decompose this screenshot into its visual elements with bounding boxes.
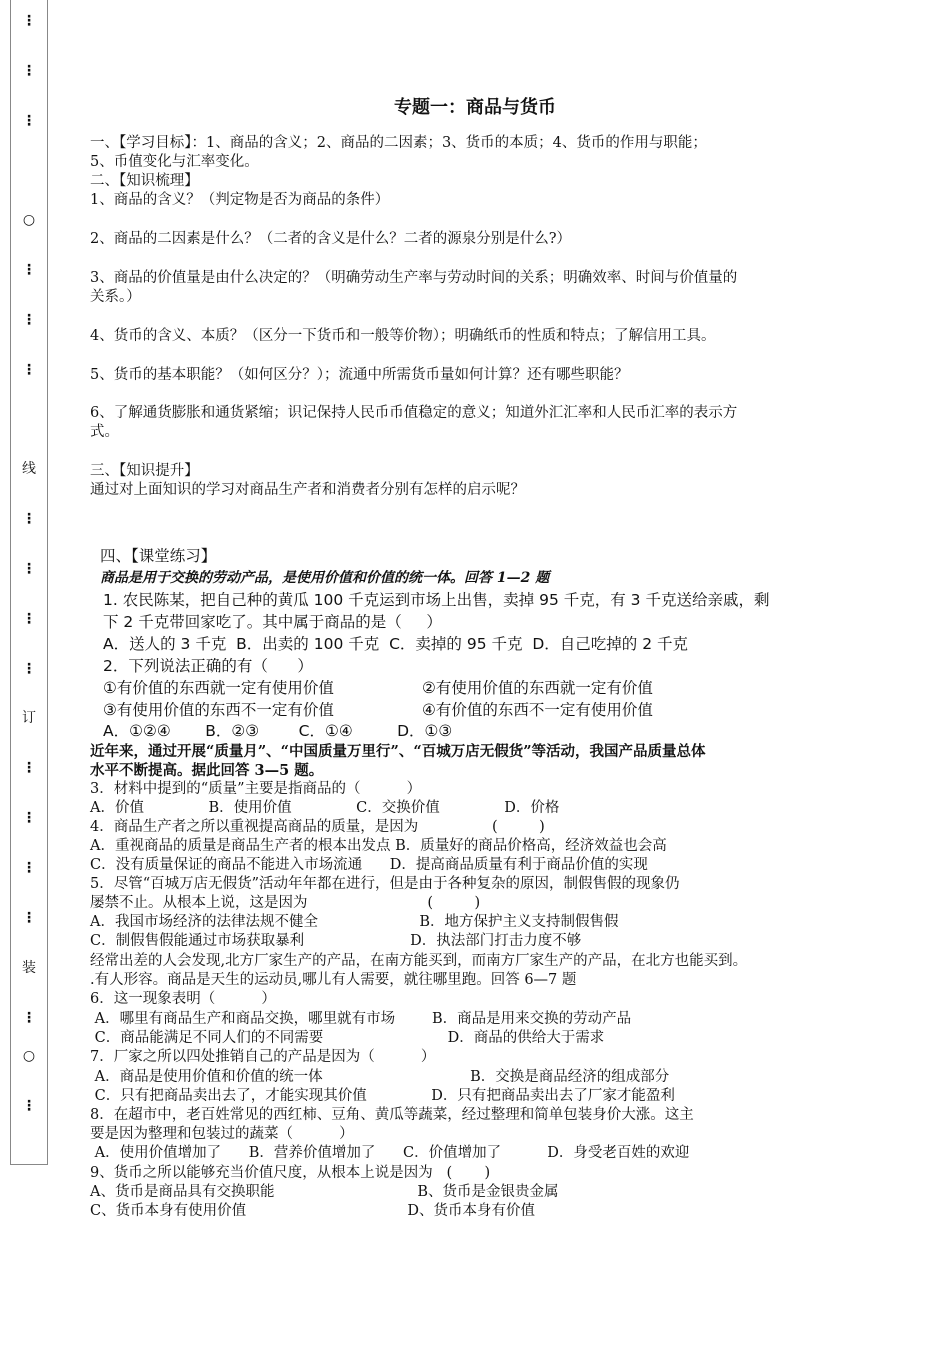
binding-circle: ○: [22, 1048, 36, 1064]
section-heading: 三、【知识提升】: [90, 463, 199, 479]
question-stem: 3．材料中提到的“质量”主要是指商品的（ ）: [90, 781, 422, 797]
review-question: 1、商品的含义？（判定物是否为商品的条件）: [90, 192, 390, 208]
question-stem: 1. 农民陈某，把自己种的黄瓜 100 千克运到市场上出售，卖掉 95 千克，有 3 千克送给亲戚，剩: [103, 591, 770, 609]
binding-circle: ○: [22, 212, 36, 228]
page-title: 专题一：商品与货币: [394, 97, 556, 118]
question-stem: 屡禁不止。从根本上说，这是因为 ( ): [90, 895, 481, 911]
binding-dots: ⋮: [22, 511, 36, 527]
question-options: A．商品是使用价值和价值的统一体 B．交换是商品经济的组成部分: [90, 1069, 670, 1085]
reflection-prompt: 通过对上面知识的学习对商品生产者和消费者分别有怎样的启示呢？: [90, 482, 525, 498]
binding-dots: ⋮: [22, 860, 36, 876]
review-question: 6、了解通货膨胀和通货紧缩；识记保持人民币币值稳定的意义；知道外汇汇率和人民币汇率的表示方: [90, 405, 738, 421]
question-options: A、货币是商品具有交换职能 B、货币是金银贵金属: [90, 1184, 559, 1200]
binding-dots: ⋮: [22, 262, 36, 278]
question-options: A．我国市场经济的法律法规不健全 B．地方保护主义支持制假售假: [90, 914, 619, 930]
review-question: 5、货币的基本职能？（如何区分？）；流通中所需货币量如何计算？还有哪些职能？: [90, 367, 629, 383]
question-options: A．①②④ B．②③ C．①④ D．①③: [103, 722, 453, 740]
question-options: C．只有把商品卖出去了，才能实现其价值 D．只有把商品卖出去了厂家才能盈利: [90, 1088, 675, 1104]
question-option: ③有使用价值的东西不一定有价值: [103, 701, 334, 719]
binding-label-ding: 订: [22, 710, 36, 726]
binding-dots: ⋮: [22, 362, 36, 378]
review-question: 关系。）: [90, 289, 141, 305]
question-intro: 近年来，通过开展“质量月”、“中国质量万里行”、“百城万店无假货”等活动，我国产品质量总体: [90, 743, 706, 760]
question-stem: 9、货币之所以能够充当价值尺度，从根本上说是因为 ( ): [90, 1165, 491, 1181]
question-options: A．使用价值增加了 B．营养价值增加了 C．价值增加了 D．身受老百姓的欢迎: [90, 1145, 690, 1161]
question-options: C．商品能满足不同人们的不同需要 D．商品的供给大于需求: [90, 1030, 605, 1046]
question-stem: 要是因为整理和包装过的蔬菜（ ）: [90, 1126, 354, 1142]
objectives-line-1: 一、【学习目标】：1、商品的含义；2、商品的二因素；3、货币的本质；4、货币的作用与职能；: [90, 135, 707, 151]
binding-dots: ⋮: [22, 561, 36, 577]
binding-dots: ⋮: [22, 760, 36, 776]
question-stem: 6．这一现象表明（ ）: [90, 991, 276, 1007]
question-intro: 经常出差的人会发现,北方厂家生产的产品，在南方能买到，而南方厂家生产的产品，在北方也能买到。: [90, 953, 748, 969]
binding-label-zhuang: 装: [22, 960, 36, 976]
question-options: A．送人的 3 千克 B．出卖的 100 千克 C．卖掉的 95 千克 D．自己吃掉的 2 千克: [103, 635, 689, 653]
binding-dots: ⋮: [22, 1010, 36, 1026]
objectives-line-2: 5、币值变化与汇率变化。: [90, 154, 259, 170]
question-stem: 4．商品生产者之所以重视提高商品的质量，是因为 ( ): [90, 819, 545, 835]
binding-label-xian: 线: [22, 461, 36, 477]
question-intro: .有人形容。商品是天生的运动员,哪儿有人需要，就往哪里跑。回答 6—7 题: [90, 972, 577, 988]
binding-dots: ⋮: [22, 63, 36, 79]
question-options: C．制假售假能通过市场获取暴利 D．执法部门打击力度不够: [90, 933, 582, 949]
binding-dots: ⋮: [22, 611, 36, 627]
question-stem: 8．在超市中，老百姓常见的西红柿、豆角、黄瓜等蔬菜，经过整理和简单包装身价大涨。这主: [90, 1107, 694, 1123]
binding-dots: ⋮: [22, 810, 36, 826]
binding-dots: ⋮: [22, 113, 36, 129]
binding-dots: ⋮: [22, 910, 36, 926]
question-option: ①有价值的东西就一定有使用价值: [103, 679, 334, 697]
binding-dots: ⋮: [22, 1098, 36, 1114]
question-options: C．没有质量保证的商品不能进入市场流通 D．提高商品质量有利于商品价值的实现: [90, 857, 648, 873]
binding-dots: ⋮: [22, 661, 36, 677]
question-options: A．价值 B．使用价值 C．交换价值 D．价格: [90, 800, 560, 816]
review-question: 4、货币的含义、本质？（区分一下货币和一般等价物）；明确纸币的性质和特点；了解信用工具。: [90, 328, 716, 344]
binding-dots: ⋮: [22, 312, 36, 328]
question-options: A．哪里有商品生产和商品交换，哪里就有市场 B．商品是用来交换的劳动产品: [90, 1011, 632, 1027]
question-options: A．重视商品的质量是商品生产者的根本出发点 B．质量好的商品价格高，经济效益也会高: [90, 838, 667, 854]
review-question: 式。: [90, 424, 119, 440]
question-intro: 水平不断提高。据此回答 3—5 题。: [90, 762, 324, 779]
question-stem: 下 2 千克带回家吃了。其中属于商品的是（ ）: [103, 613, 442, 631]
review-question: 2、商品的二因素是什么？（二者的含义是什么？二者的源泉分别是什么?）: [90, 231, 571, 247]
section-heading: 二、【知识梳理】: [90, 173, 199, 189]
question-stem: 5．尽管“百城万店无假货”活动年年都在进行，但是由于各种复杂的原因，制假售假的现象仍: [90, 876, 680, 892]
question-option: ②有使用价值的东西就一定有价值: [422, 679, 653, 697]
question-stem: 2．下列说法正确的有（ ）: [103, 657, 313, 675]
binding-dots: ⋮: [22, 13, 36, 29]
question-option: ④有价值的东西不一定有使用价值: [422, 701, 653, 719]
section-heading: 四、【课堂练习】: [100, 547, 217, 565]
binding-margin: [10, 0, 48, 1165]
question-stem: 7．厂家之所以四处推销自己的产品是因为（ ）: [90, 1049, 436, 1065]
question-options: C、货币本身有使用价值 D、货币本身有价值: [90, 1203, 536, 1219]
question-intro: 商品是用于交换的劳动产品，是使用价值和价值的统一体。回答 1—2 题: [100, 570, 550, 586]
review-question: 3、商品的价值量是由什么决定的？（明确劳动生产率与劳动时间的关系；明确效率、时间与价值量的: [90, 270, 738, 286]
